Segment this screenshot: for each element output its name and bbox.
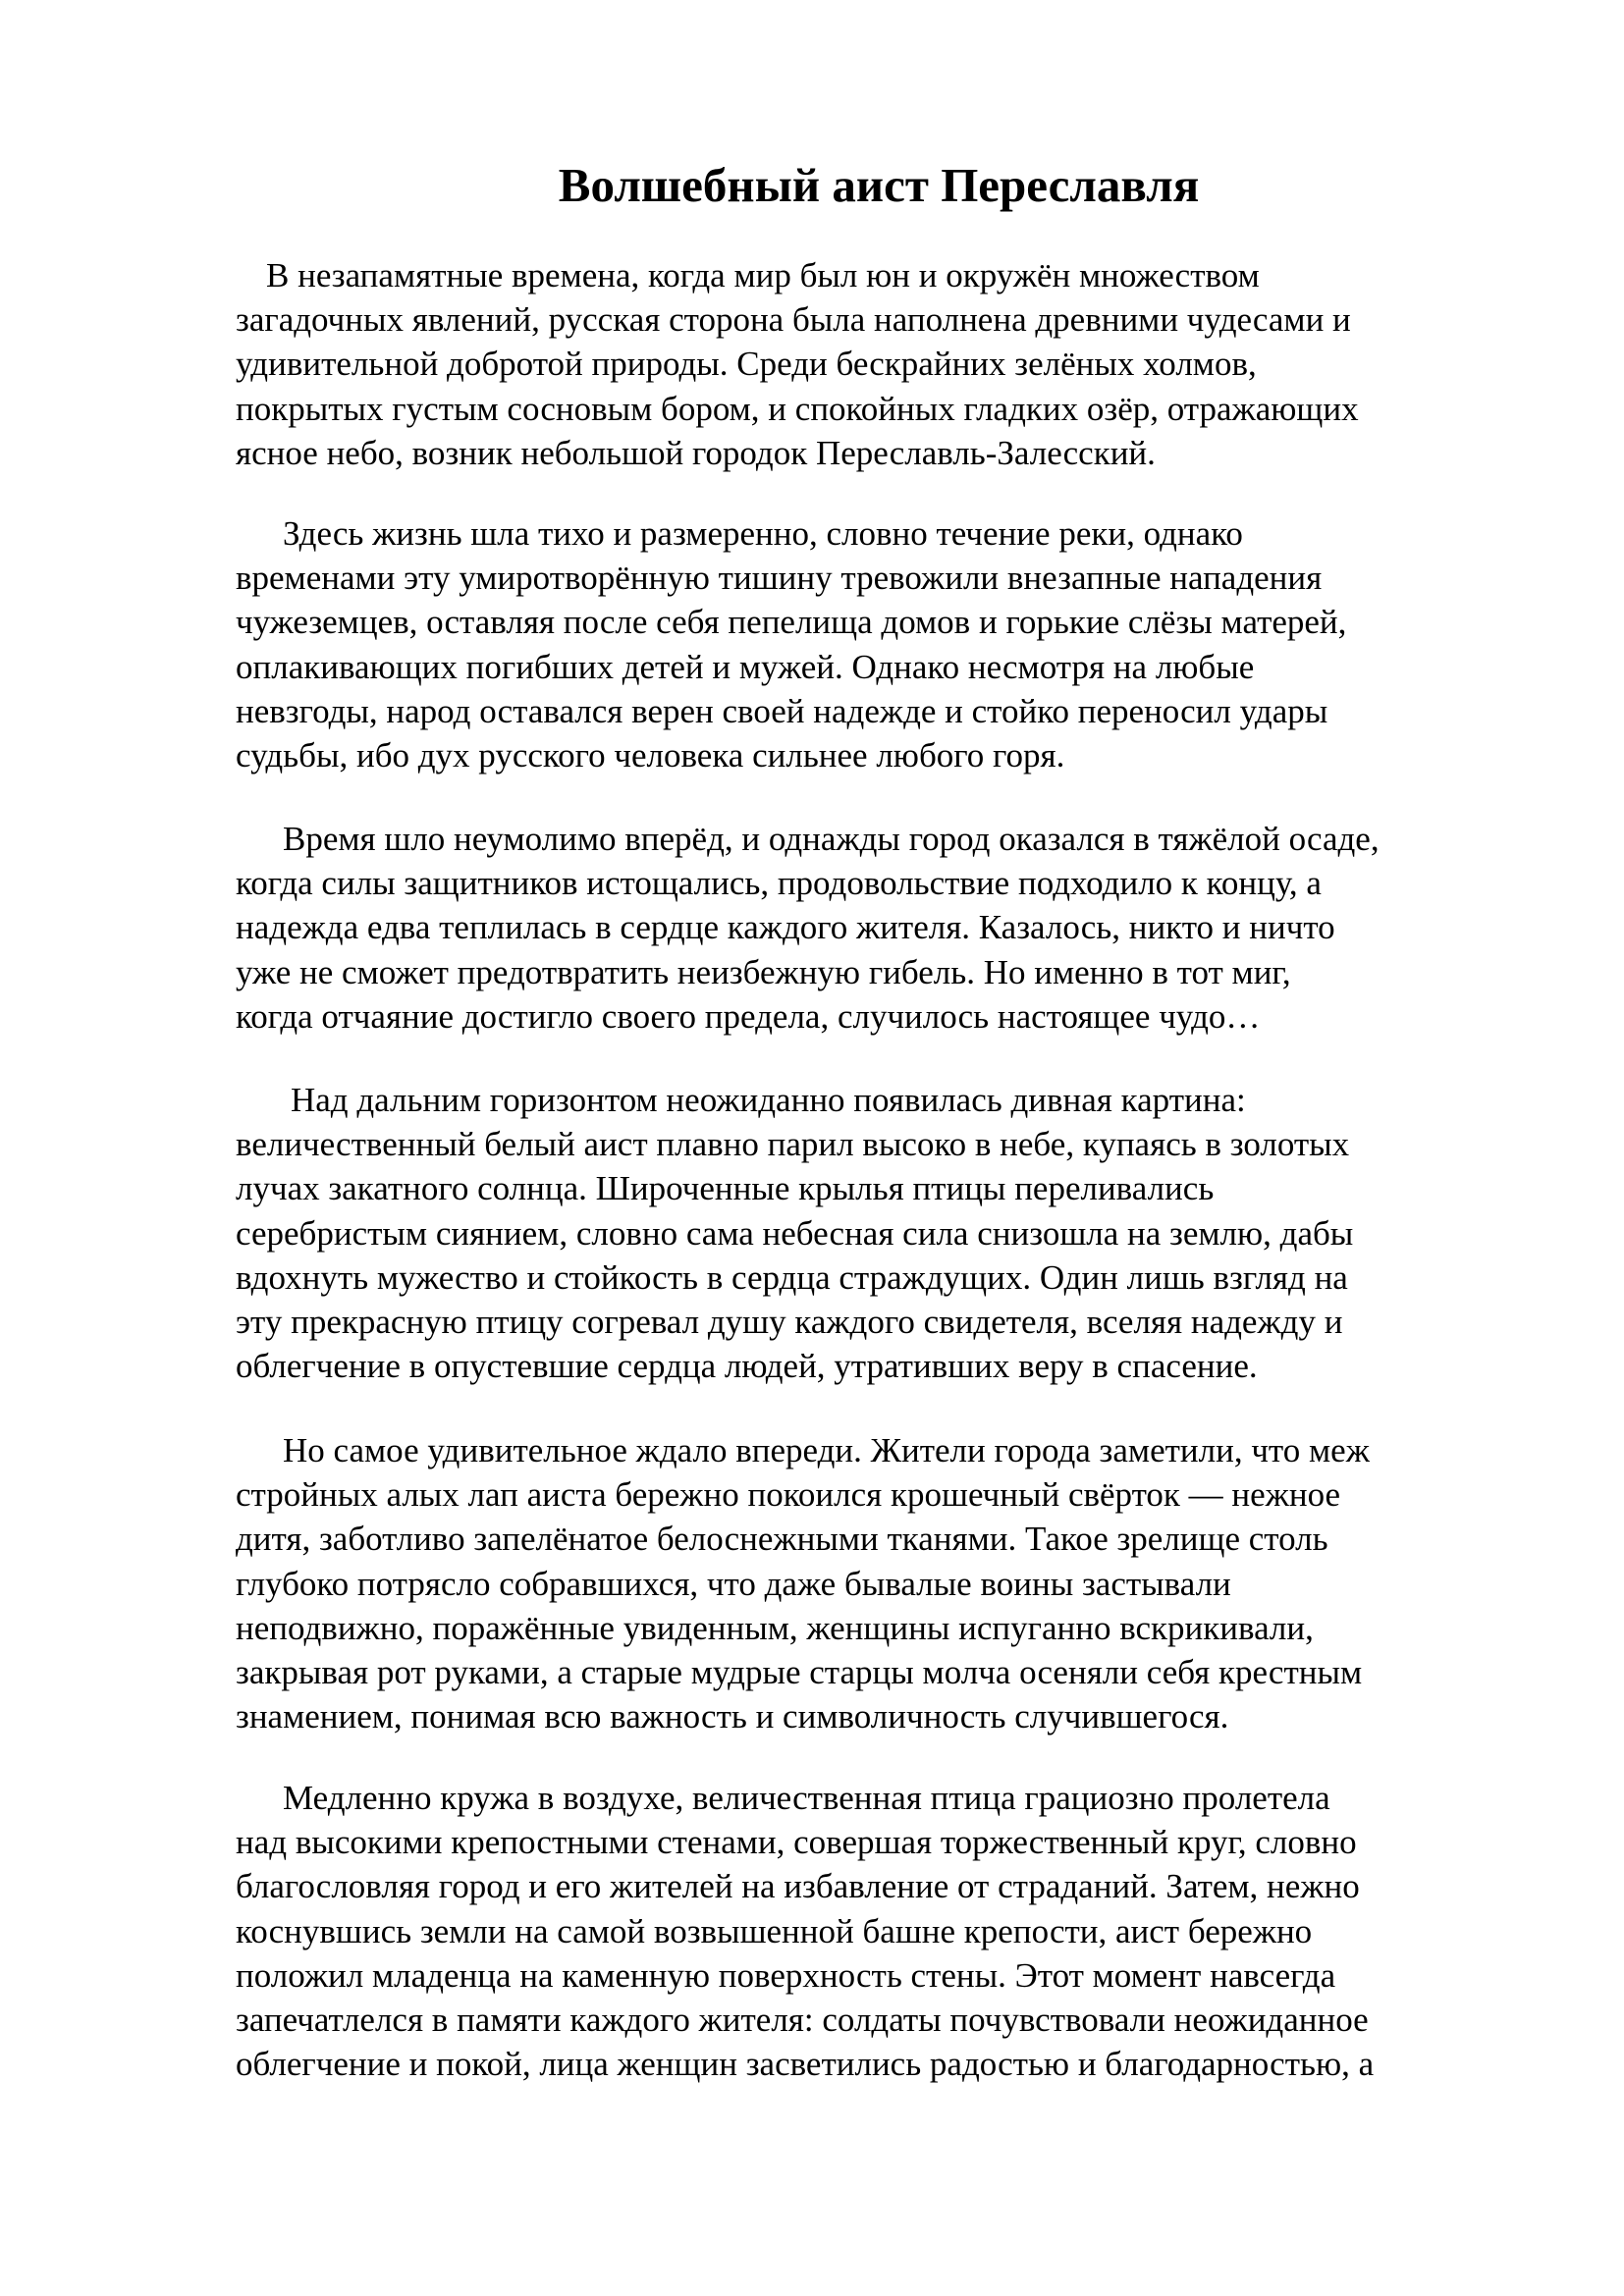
paragraph-line: величественный белый аист плавно парил высоко в небе, купаясь в золотых xyxy=(236,1125,1350,1164)
document-title: Волшебный аист Переславля xyxy=(558,158,1200,212)
paragraph-line: коснувшись земли на самой возвышенной башне крепости, аист бережно xyxy=(236,1911,1313,1950)
paragraph-line: невзгоды, народ оставался верен своей надежде и стойко переносил удары xyxy=(236,691,1328,730)
paragraph-3 xyxy=(236,817,1380,1039)
paragraph-5 xyxy=(236,1428,1370,1738)
paragraph-line: неподвижно, поражённые увиденным, женщины испуганно вскрикивали, xyxy=(236,1608,1314,1647)
paragraph-line: Но самое удивительное ждало впереди. Жители города заметили, что меж xyxy=(283,1431,1370,1469)
paragraph-6 xyxy=(236,1776,1374,2086)
paragraph-line: временами эту умиротворённую тишину тревожили внезапные нападения xyxy=(236,559,1323,598)
paragraph-line: серебристым сиянием, словно сама небесная сила снизошла на землю, дабы xyxy=(236,1213,1354,1253)
paragraph-line: эту прекрасную птицу согревал душу каждого свидетеля, вселяя надежду и xyxy=(236,1302,1343,1341)
paragraph-line: загадочных явлений, русская сторона была наполнена древними чудесами и xyxy=(236,300,1351,340)
paragraph-line: когда силы защитников истощались, продовольствие подходило к концу, а xyxy=(236,864,1322,903)
paragraph-line: дитя, заботливо запелёнатое белоснежными тканями. Такое зрелище столь xyxy=(236,1520,1328,1559)
paragraph-line: удивительной добротой природы. Среди бескрайних зелёных холмов, xyxy=(236,345,1257,384)
paragraph-line: положил младенца на каменную поверхность стены. Этот момент навсегда xyxy=(236,1955,1336,1995)
paragraph-line: глубоко потрясло собравшихся, что даже бывалые воины застывали xyxy=(236,1564,1231,1603)
paragraph-line: запечатлелся в памяти каждого жителя: солдаты почувствовали неожиданное xyxy=(236,2000,1369,2039)
paragraph-line: покрытых густым сосновым бором, и спокойных гладких озёр, отражающих xyxy=(236,389,1359,428)
paragraph-line: Медленно кружа в воздухе, величественная птица грациозно пролетела xyxy=(283,1779,1330,1817)
paragraph-line: надежда едва теплилась в сердце каждого жителя. Казалось, никто и ничто xyxy=(236,908,1335,947)
paragraph-line: уже не сможет предотвратить неизбежную гибель. Но именно в тот миг, xyxy=(236,952,1291,991)
paragraph-line: Время шло неумолимо вперёд, и однажды город оказался в тяжёлой осаде, xyxy=(283,820,1380,858)
paragraph-line: В незапамятные времена, когда мир был юн и окружён множеством xyxy=(266,256,1260,294)
paragraph-line: стройных алых лап аиста бережно покоился крошечный свёрток — нежное xyxy=(236,1475,1341,1515)
paragraph-line: благословляя город и его жителей на избавление от страданий. Затем, нежно xyxy=(236,1867,1360,1906)
paragraph-line: над высокими крепостными стенами, совершая торжественный круг, словно xyxy=(236,1823,1357,1862)
paragraph-4 xyxy=(236,1078,1353,1388)
paragraph-line: оплакивающих погибших детей и мужей. Однако несмотря на любые xyxy=(236,647,1255,686)
paragraph-line: ясное небо, возник небольшой городок Переславль-Залесский. xyxy=(236,433,1156,472)
paragraph-line: лучах закатного солнца. Широченные крылья птицы переливались xyxy=(236,1169,1215,1208)
paragraph-1 xyxy=(236,253,1359,475)
paragraph-line: закрывая рот руками, а старые мудрые старцы молча осеняли себя крестным xyxy=(236,1652,1363,1691)
paragraph-line: облегчение и покой, лица женщин засветились радостью и благодарностью, а xyxy=(236,2045,1375,2084)
paragraph-line: когда отчаяние достигло своего предела, случилось настоящее чудо… xyxy=(236,996,1261,1036)
paragraph-line: вдохнуть мужество и стойкость в сердца страждущих. Один лишь взгляд на xyxy=(236,1257,1348,1297)
paragraph-2 xyxy=(236,511,1346,777)
paragraph-line: судьбы, ибо дух русского человека сильнее любого горя. xyxy=(236,735,1065,774)
paragraph-line: облегчение в опустевшие сердца людей, утративших веру в спасение. xyxy=(236,1347,1258,1386)
paragraph-line: чужеземцев, оставляя после себя пепелища домов и горькие слёзы матерей, xyxy=(236,603,1347,642)
paragraph-line: Здесь жизнь шла тихо и размеренно, словно течение реки, однако xyxy=(283,514,1243,553)
paragraph-line: Над дальним горизонтом неожиданно появилась дивная картина: xyxy=(291,1081,1246,1119)
paragraph-line: знамением, понимая всю важность и символичность случившегося. xyxy=(236,1697,1229,1736)
